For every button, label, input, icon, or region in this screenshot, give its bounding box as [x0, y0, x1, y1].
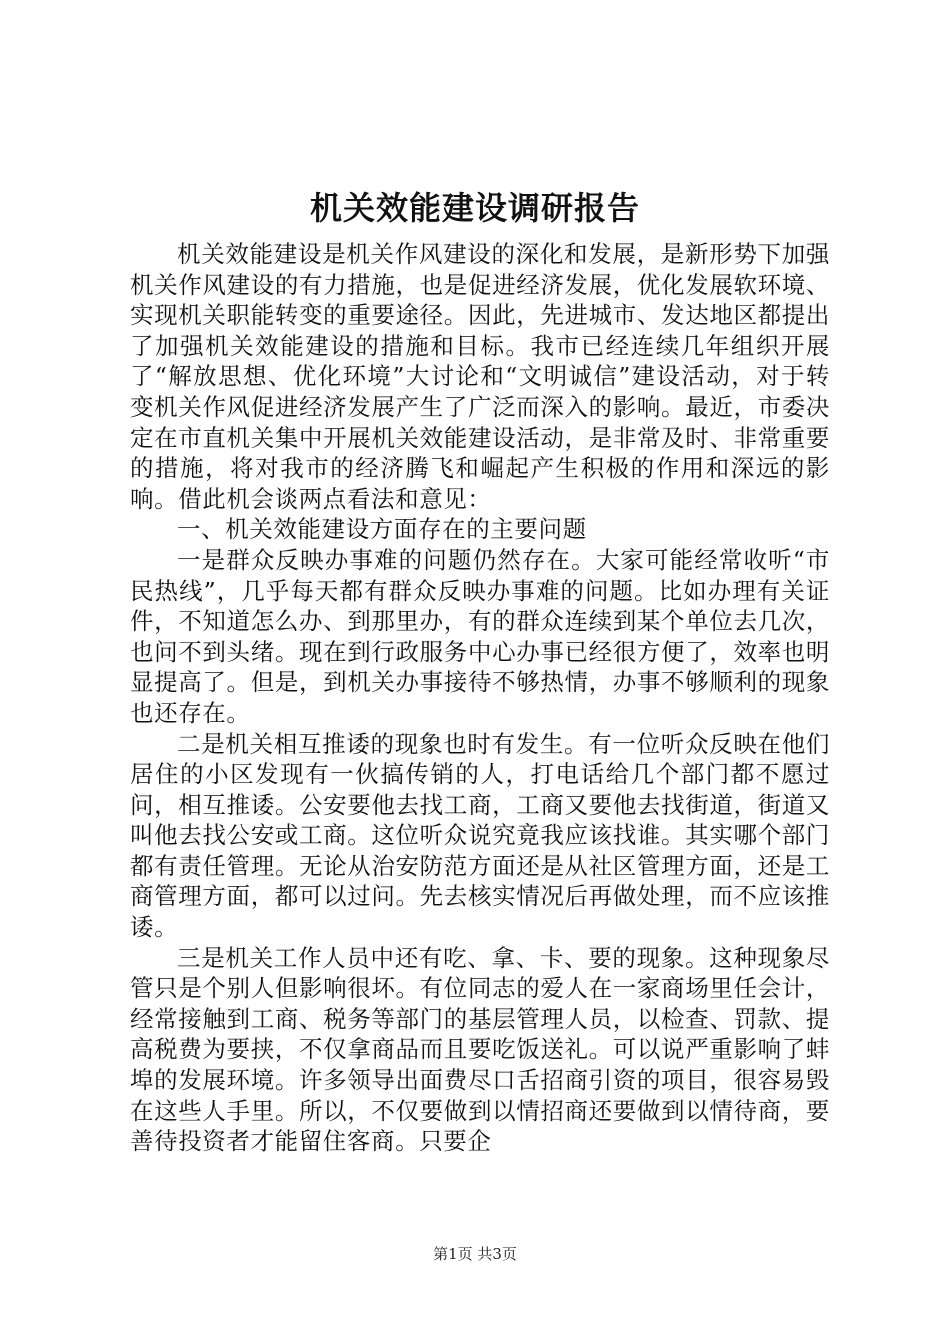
issue-two-paragraph: 二是机关相互推诿的现象也时有发生。有一位听众反映在他们居住的小区发现有一伙搞传销的人，打电话给几个部门都不愿过问，相互推诿。公安要他去找工商，工商又要他去找街道，街道又叫他去找公安或工商。这位听众说究竟我应该找谁。其实哪个部门都有责任管理。无论从治安防范方面还是从社区管理方面，还是工商管理方面，都可以过问。先去核实情况后再做处理，而不应该推诿。: [130, 729, 830, 942]
page-footer: 第1页 共3页: [433, 1245, 517, 1263]
document-title: 机关效能建设调研报告: [309, 189, 640, 227]
section-heading: 一、机关效能建设方面存在的主要问题: [177, 515, 587, 544]
intro-paragraph: 机关效能建设是机关作风建设的深化和发展，是新形势下加强机关作风建设的有力措施，也是促进经济发展，优化发展软环境、实现机关职能转变的重要途径。因此，先进城市、发达地区都提出了加强机关效能建设的措施和目标。我市已经连续几年组织开展了“解放思想、优化环境”大讨论和“文明诚信”建设活动，对于转变机关作风促进经济发展产生了广泛而深入的影响。最近，市委决定在市直机关集中开展机关效能建设活动，是非常及时、非常重要的措施，将对我市的经济腾飞和崛起产生积极的作用和深远的影响。借此机会谈两点看法和意见：: [130, 240, 830, 513]
issue-three-paragraph: 三是机关工作人员中还有吃、拿、卡、要的现象。这种现象尽管只是个别人但影响很坏。有位同志的爱人在一家商场里任会计，经常接触到工商、税务等部门的基层管理人员，以检查、罚款、提高税费为要挟，不仅拿商品而且要吃饭送礼。可以说严重影响了蚌埠的发展环境。许多领导出面费尽口舌招商引资的项目，很容易毁在这些人手里。所以，不仅要做到以情招商还要做到以情待商，要善待投资者才能留住客商。只要企: [130, 943, 830, 1156]
issue-one-paragraph: 一是群众反映办事难的问题仍然存在。大家可能经常收听“市民热线”，几乎每天都有群众反映办事难的问题。比如办理有关证件，不知道怎么办、到那里办，有的群众连续到某个单位去几次，也问不到头绪。现在到行政服务中心办事已经很方便了，效率也明显提高了。但是，到机关办事接待不够热情，办事不够顺利的现象也还存在。: [130, 545, 830, 727]
document-body: [130, 239, 830, 1157]
